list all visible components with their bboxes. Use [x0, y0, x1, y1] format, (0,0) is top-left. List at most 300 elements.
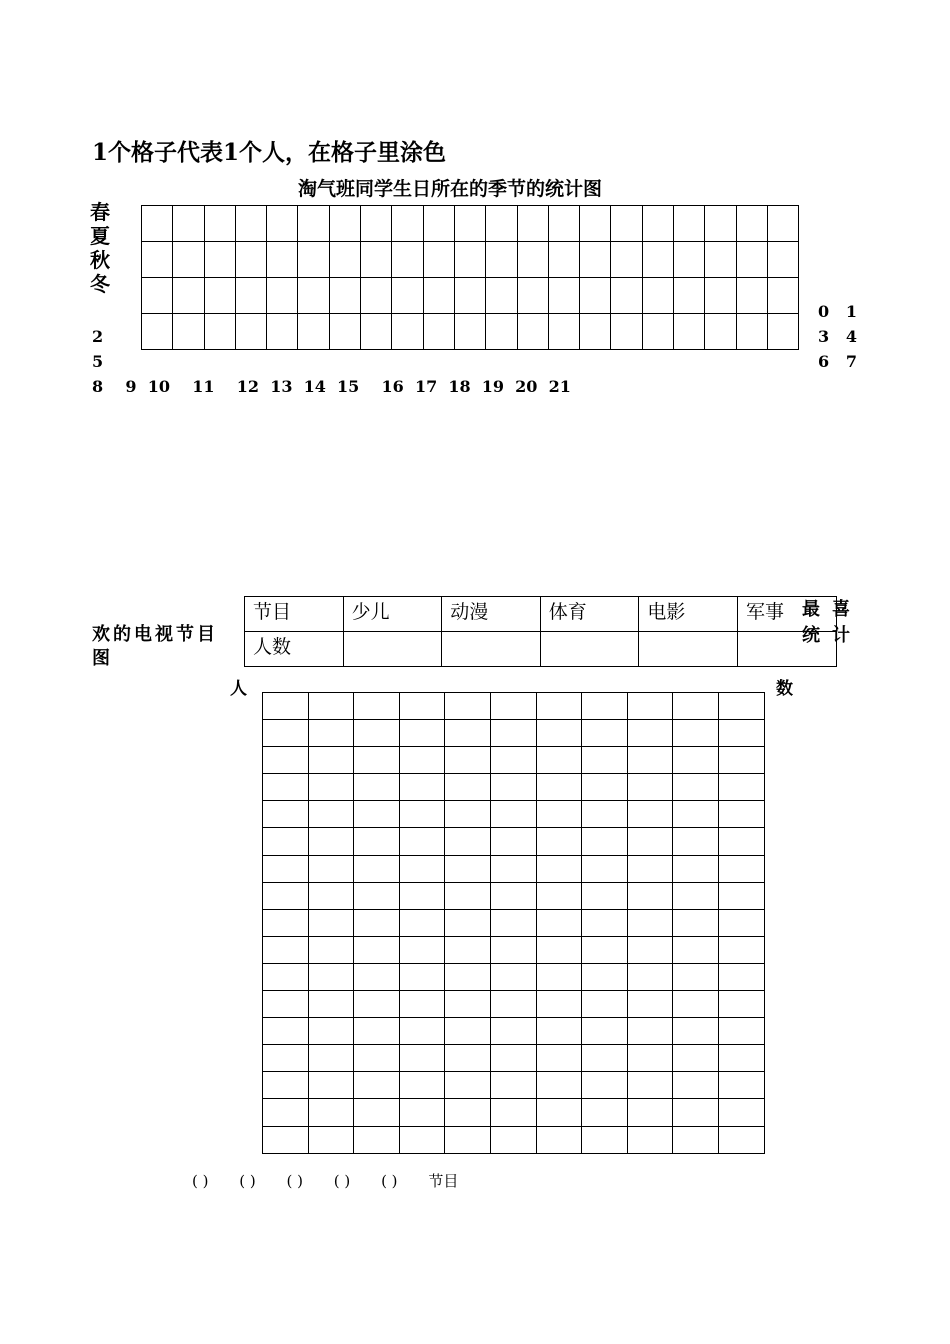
grid-cell[interactable] — [718, 1099, 764, 1126]
table-cell: 动漫 — [442, 597, 541, 632]
grid-cell[interactable] — [173, 242, 204, 278]
grid-cell[interactable] — [263, 855, 309, 882]
grid-cell[interactable] — [173, 314, 204, 350]
grid-cell[interactable] — [329, 242, 360, 278]
grid-cell[interactable] — [423, 278, 454, 314]
grid-cell[interactable] — [673, 720, 719, 747]
grid-cell[interactable] — [536, 855, 582, 882]
grid-cell[interactable] — [399, 909, 445, 936]
grid-cell[interactable] — [445, 991, 491, 1018]
grid-cell[interactable] — [308, 774, 354, 801]
grid-cell[interactable] — [582, 801, 628, 828]
grid-cell[interactable] — [673, 991, 719, 1018]
grid-cell[interactable] — [517, 206, 548, 242]
grid-cell[interactable] — [445, 774, 491, 801]
grid-cell[interactable] — [718, 1018, 764, 1045]
grid-cell[interactable] — [490, 1099, 536, 1126]
grid-cell[interactable] — [486, 314, 517, 350]
grid-cell[interactable] — [399, 963, 445, 990]
grid-cell[interactable] — [354, 855, 400, 882]
grid-cell[interactable] — [308, 909, 354, 936]
grid-cell[interactable] — [490, 774, 536, 801]
grid-cell[interactable] — [582, 693, 628, 720]
grid-cell[interactable] — [490, 1072, 536, 1099]
grid-cell[interactable] — [627, 882, 673, 909]
grid-cell[interactable] — [263, 1018, 309, 1045]
grid-cell[interactable] — [736, 314, 767, 350]
grid-cell[interactable] — [582, 747, 628, 774]
grid-cell[interactable] — [445, 963, 491, 990]
grid-row — [142, 314, 799, 350]
grid-cell[interactable] — [490, 1126, 536, 1153]
grid-cell[interactable] — [705, 278, 736, 314]
table-cell: 少儿 — [343, 597, 442, 632]
grid-row — [263, 855, 765, 882]
grid-cell[interactable] — [308, 693, 354, 720]
grid-cell[interactable] — [673, 1099, 719, 1126]
season-grid[interactable] — [141, 205, 799, 350]
grid-cell[interactable] — [536, 774, 582, 801]
grid-cell[interactable] — [627, 963, 673, 990]
grid-cell[interactable] — [736, 206, 767, 242]
grid-cell[interactable] — [445, 936, 491, 963]
grid-cell[interactable] — [486, 206, 517, 242]
grid-cell[interactable] — [392, 314, 423, 350]
grid-cell[interactable] — [627, 747, 673, 774]
grid-cell[interactable] — [627, 774, 673, 801]
grid-cell[interactable] — [445, 720, 491, 747]
grid-cell[interactable] — [235, 206, 266, 242]
grid-cell[interactable] — [517, 242, 548, 278]
grid-cell[interactable] — [445, 1099, 491, 1126]
grid-cell[interactable] — [627, 801, 673, 828]
grid-cell[interactable] — [674, 242, 705, 278]
grid-cell[interactable] — [445, 1072, 491, 1099]
grid-cell[interactable] — [536, 1126, 582, 1153]
grid-cell[interactable] — [536, 720, 582, 747]
grid-cell[interactable] — [582, 936, 628, 963]
grid-cell[interactable] — [627, 1099, 673, 1126]
grid-cell[interactable] — [445, 909, 491, 936]
grid-cell[interactable] — [445, 693, 491, 720]
grid-cell[interactable] — [354, 963, 400, 990]
grid-cell[interactable] — [308, 936, 354, 963]
grid-cell[interactable] — [445, 828, 491, 855]
grid-cell[interactable] — [354, 909, 400, 936]
season-summer: 夏 — [90, 224, 110, 248]
grid-cell[interactable] — [536, 936, 582, 963]
grid-cell[interactable] — [673, 774, 719, 801]
grid-cell[interactable] — [674, 206, 705, 242]
grid-row — [142, 242, 799, 278]
grid-cell[interactable] — [263, 801, 309, 828]
grid-cell[interactable] — [627, 828, 673, 855]
grid-cell[interactable] — [736, 242, 767, 278]
grid-cell[interactable] — [582, 882, 628, 909]
grid-cell[interactable] — [642, 242, 673, 278]
blank-slot[interactable]: ( ) — [333, 1172, 351, 1190]
grid-cell[interactable] — [204, 278, 235, 314]
grid-cell[interactable] — [536, 801, 582, 828]
grid-cell[interactable] — [490, 882, 536, 909]
grid-cell[interactable] — [399, 991, 445, 1018]
grid-cell[interactable] — [263, 747, 309, 774]
grid-cell[interactable] — [767, 206, 798, 242]
grid-cell[interactable] — [674, 278, 705, 314]
grid-cell[interactable] — [718, 774, 764, 801]
grid-cell[interactable] — [718, 909, 764, 936]
grid-cell[interactable] — [536, 693, 582, 720]
grid-cell[interactable] — [263, 1045, 309, 1072]
grid-cell[interactable] — [354, 747, 400, 774]
grid-cell[interactable] — [445, 1018, 491, 1045]
grid-cell[interactable] — [445, 1126, 491, 1153]
grid-cell[interactable] — [445, 801, 491, 828]
grid-cell[interactable] — [354, 991, 400, 1018]
grid-cell[interactable] — [767, 278, 798, 314]
grid-cell[interactable] — [582, 1072, 628, 1099]
table-cell: 人数 — [245, 632, 344, 667]
grid-cell[interactable] — [718, 1126, 764, 1153]
grid-cell[interactable] — [580, 242, 611, 278]
grid-cell[interactable] — [490, 747, 536, 774]
grid-cell[interactable] — [354, 774, 400, 801]
grid-row — [263, 828, 765, 855]
grid-cell[interactable] — [235, 278, 266, 314]
y-axis-label-right: 数 — [776, 679, 793, 699]
grid-cell[interactable] — [536, 747, 582, 774]
grid-cell[interactable] — [582, 720, 628, 747]
grid-cell[interactable] — [445, 882, 491, 909]
grid-cell[interactable] — [582, 1099, 628, 1126]
grid-cell[interactable] — [308, 991, 354, 1018]
grid-cell[interactable] — [536, 1018, 582, 1045]
grid-cell[interactable] — [536, 963, 582, 990]
grid-cell[interactable] — [490, 936, 536, 963]
grid-cell[interactable] — [263, 828, 309, 855]
grid-cell[interactable] — [490, 828, 536, 855]
grid-cell[interactable] — [627, 991, 673, 1018]
grid-cell[interactable] — [173, 206, 204, 242]
grid-cell[interactable] — [308, 1018, 354, 1045]
grid-cell[interactable] — [354, 693, 400, 720]
grid-cell[interactable] — [718, 855, 764, 882]
grid-cell[interactable] — [267, 242, 298, 278]
grid-cell[interactable] — [399, 1072, 445, 1099]
grid-cell[interactable] — [263, 693, 309, 720]
tv-chart-label-right: 最 喜 统 计 — [802, 599, 850, 646]
grid-cell[interactable] — [536, 991, 582, 1018]
grid-cell[interactable] — [548, 206, 579, 242]
grid-cell[interactable] — [308, 1099, 354, 1126]
grid-row — [142, 206, 799, 242]
grid-cell[interactable] — [627, 936, 673, 963]
grid-cell[interactable] — [361, 206, 392, 242]
grid-cell[interactable] — [718, 1072, 764, 1099]
grid-cell[interactable] — [548, 278, 579, 314]
grid-cell[interactable] — [235, 314, 266, 350]
grid-cell[interactable] — [392, 242, 423, 278]
table-cell-input[interactable] — [540, 632, 639, 667]
grid-cell[interactable] — [142, 242, 173, 278]
grid-cell[interactable] — [399, 855, 445, 882]
grid-cell[interactable] — [705, 314, 736, 350]
grid-cell[interactable] — [767, 314, 798, 350]
grid-cell[interactable] — [329, 314, 360, 350]
grid-cell[interactable] — [490, 801, 536, 828]
grid-cell[interactable] — [354, 882, 400, 909]
grid-cell[interactable] — [445, 747, 491, 774]
grid-cell[interactable] — [445, 1045, 491, 1072]
grid-cell[interactable] — [263, 720, 309, 747]
grid-cell[interactable] — [354, 1099, 400, 1126]
grid-cell[interactable] — [308, 963, 354, 990]
grid-cell[interactable] — [298, 278, 329, 314]
grid-row — [263, 747, 765, 774]
grid-cell[interactable] — [627, 1018, 673, 1045]
grid-cell[interactable] — [673, 801, 719, 828]
grid-cell[interactable] — [611, 278, 642, 314]
grid-cell[interactable] — [536, 1099, 582, 1126]
grid-cell[interactable] — [308, 882, 354, 909]
grid-cell[interactable] — [490, 909, 536, 936]
grid-row — [263, 909, 765, 936]
grid-cell[interactable] — [718, 991, 764, 1018]
grid-cell[interactable] — [536, 1072, 582, 1099]
blank-slot[interactable]: ( ) — [381, 1172, 398, 1190]
grid-cell[interactable] — [582, 855, 628, 882]
grid-cell[interactable] — [308, 828, 354, 855]
grid-cell[interactable] — [454, 278, 485, 314]
grid-cell[interactable] — [627, 1126, 673, 1153]
grid-cell[interactable] — [263, 1126, 309, 1153]
table-cell: 节目 — [245, 597, 344, 632]
grid-cell[interactable] — [673, 747, 719, 774]
grid-cell[interactable] — [673, 1126, 719, 1153]
grid-cell[interactable] — [235, 242, 266, 278]
season-spring: 春 — [90, 200, 110, 224]
grid-cell[interactable] — [263, 882, 309, 909]
grid-cell[interactable] — [627, 909, 673, 936]
grid-cell[interactable] — [354, 801, 400, 828]
grid-cell[interactable] — [611, 314, 642, 350]
grid-cell[interactable] — [718, 936, 764, 963]
grid-cell[interactable] — [490, 991, 536, 1018]
table-cell-input[interactable] — [343, 632, 442, 667]
grid-cell[interactable] — [399, 1126, 445, 1153]
grid-cell[interactable] — [490, 1045, 536, 1072]
grid-cell[interactable] — [308, 1126, 354, 1153]
grid-cell[interactable] — [399, 693, 445, 720]
table-row — [245, 632, 837, 667]
grid-cell[interactable] — [627, 1072, 673, 1099]
grid-cell[interactable] — [490, 963, 536, 990]
grid-cell[interactable] — [536, 882, 582, 909]
tv-bar-grid[interactable] — [262, 692, 765, 1154]
grid-cell[interactable] — [642, 314, 673, 350]
grid-cell[interactable] — [267, 206, 298, 242]
grid-cell[interactable] — [423, 314, 454, 350]
grid-cell[interactable] — [767, 242, 798, 278]
grid-cell[interactable] — [582, 963, 628, 990]
grid-cell[interactable] — [263, 774, 309, 801]
grid-cell[interactable] — [490, 855, 536, 882]
grid-cell[interactable] — [204, 206, 235, 242]
blank-slot[interactable]: ( ) — [239, 1172, 256, 1190]
grid-cell[interactable] — [582, 1018, 628, 1045]
grid-cell[interactable] — [204, 242, 235, 278]
grid-cell[interactable] — [627, 1045, 673, 1072]
grid-cell[interactable] — [392, 278, 423, 314]
grid-cell[interactable] — [536, 1045, 582, 1072]
grid-cell[interactable] — [263, 991, 309, 1018]
grid-cell[interactable] — [582, 909, 628, 936]
grid-cell[interactable] — [673, 855, 719, 882]
grid-cell[interactable] — [548, 242, 579, 278]
grid-cell[interactable] — [582, 1126, 628, 1153]
grid-cell[interactable] — [705, 242, 736, 278]
grid-cell[interactable] — [627, 720, 673, 747]
grid-cell[interactable] — [308, 720, 354, 747]
grid-cell[interactable] — [673, 828, 719, 855]
grid-cell[interactable] — [490, 720, 536, 747]
grid-cell[interactable] — [611, 206, 642, 242]
grid-cell[interactable] — [580, 314, 611, 350]
grid-cell[interactable] — [399, 1045, 445, 1072]
grid-cell[interactable] — [263, 963, 309, 990]
grid-cell[interactable] — [548, 314, 579, 350]
grid-cell[interactable] — [673, 1045, 719, 1072]
grid-cell[interactable] — [454, 314, 485, 350]
grid-cell[interactable] — [263, 1072, 309, 1099]
grid-cell[interactable] — [718, 693, 764, 720]
grid-cell[interactable] — [718, 963, 764, 990]
grid-cell[interactable] — [399, 1099, 445, 1126]
grid-cell[interactable] — [611, 242, 642, 278]
grid-cell[interactable] — [329, 278, 360, 314]
grid-cell[interactable] — [361, 278, 392, 314]
blank-slot[interactable]: ( ) — [286, 1172, 304, 1190]
grid-cell[interactable] — [423, 206, 454, 242]
grid-cell[interactable] — [298, 242, 329, 278]
grid-cell[interactable] — [582, 774, 628, 801]
grid-cell[interactable] — [267, 314, 298, 350]
grid-cell[interactable] — [627, 693, 673, 720]
grid-cell[interactable] — [308, 747, 354, 774]
grid-cell[interactable] — [673, 936, 719, 963]
grid-cell[interactable] — [308, 1072, 354, 1099]
table-cell-input[interactable] — [639, 632, 738, 667]
grid-cell[interactable] — [354, 936, 400, 963]
grid-cell[interactable] — [642, 206, 673, 242]
axis-number-row: 0 1 — [818, 302, 857, 321]
grid-cell[interactable] — [399, 720, 445, 747]
grid-cell[interactable] — [718, 801, 764, 828]
grid-cell[interactable] — [445, 855, 491, 882]
grid-cell[interactable] — [354, 720, 400, 747]
grid-cell[interactable] — [142, 206, 173, 242]
grid-cell[interactable] — [718, 882, 764, 909]
grid-cell[interactable] — [263, 909, 309, 936]
grid-cell[interactable] — [536, 909, 582, 936]
grid-cell[interactable] — [705, 206, 736, 242]
grid-cell[interactable] — [486, 278, 517, 314]
grid-cell[interactable] — [354, 828, 400, 855]
grid-cell[interactable] — [718, 720, 764, 747]
grid-cell[interactable] — [674, 314, 705, 350]
grid-cell[interactable] — [354, 1126, 400, 1153]
grid-cell[interactable] — [399, 828, 445, 855]
grid-cell[interactable] — [399, 882, 445, 909]
grid-cell[interactable] — [173, 278, 204, 314]
grid-cell[interactable] — [718, 747, 764, 774]
grid-cell[interactable] — [308, 1045, 354, 1072]
grid-cell[interactable] — [361, 314, 392, 350]
grid-cell[interactable] — [536, 828, 582, 855]
grid-cell[interactable] — [354, 1018, 400, 1045]
grid-cell[interactable] — [486, 242, 517, 278]
grid-cell[interactable] — [399, 801, 445, 828]
grid-cell[interactable] — [517, 314, 548, 350]
table-cell-input[interactable] — [442, 632, 541, 667]
grid-cell[interactable] — [354, 1072, 400, 1099]
grid-cell[interactable] — [580, 278, 611, 314]
grid-cell[interactable] — [142, 314, 173, 350]
grid-cell[interactable] — [298, 314, 329, 350]
grid-cell[interactable] — [673, 693, 719, 720]
grid-cell[interactable] — [673, 1072, 719, 1099]
grid-cell[interactable] — [582, 828, 628, 855]
grid-cell[interactable] — [399, 774, 445, 801]
grid-cell[interactable] — [454, 242, 485, 278]
grid-cell[interactable] — [673, 963, 719, 990]
grid-cell[interactable] — [267, 278, 298, 314]
grid-cell[interactable] — [582, 1045, 628, 1072]
grid-cell[interactable] — [454, 206, 485, 242]
grid-cell[interactable] — [399, 1018, 445, 1045]
grid-cell[interactable] — [718, 1045, 764, 1072]
grid-cell[interactable] — [392, 206, 423, 242]
blank-slot[interactable]: ( ) — [192, 1172, 209, 1190]
grid-cell[interactable] — [517, 278, 548, 314]
grid-cell[interactable] — [308, 801, 354, 828]
grid-cell[interactable] — [263, 936, 309, 963]
grid-cell[interactable] — [673, 882, 719, 909]
grid-cell[interactable] — [673, 909, 719, 936]
grid-cell[interactable] — [736, 278, 767, 314]
grid-cell[interactable] — [399, 936, 445, 963]
grid-cell[interactable] — [308, 855, 354, 882]
grid-cell[interactable] — [582, 991, 628, 1018]
grid-cell[interactable] — [204, 314, 235, 350]
grid-cell[interactable] — [580, 206, 611, 242]
grid-cell[interactable] — [399, 747, 445, 774]
grid-cell[interactable] — [642, 278, 673, 314]
grid-cell[interactable] — [718, 828, 764, 855]
grid-cell[interactable] — [627, 855, 673, 882]
grid-cell[interactable] — [361, 242, 392, 278]
grid-cell[interactable] — [490, 1018, 536, 1045]
grid-cell[interactable] — [263, 1099, 309, 1126]
grid-cell[interactable] — [354, 1045, 400, 1072]
grid-cell[interactable] — [423, 242, 454, 278]
grid-cell[interactable] — [142, 278, 173, 314]
grid-cell[interactable] — [490, 693, 536, 720]
grid-cell[interactable] — [329, 206, 360, 242]
grid-cell[interactable] — [298, 206, 329, 242]
tv-program-table — [244, 596, 837, 667]
grid-cell[interactable] — [673, 1018, 719, 1045]
